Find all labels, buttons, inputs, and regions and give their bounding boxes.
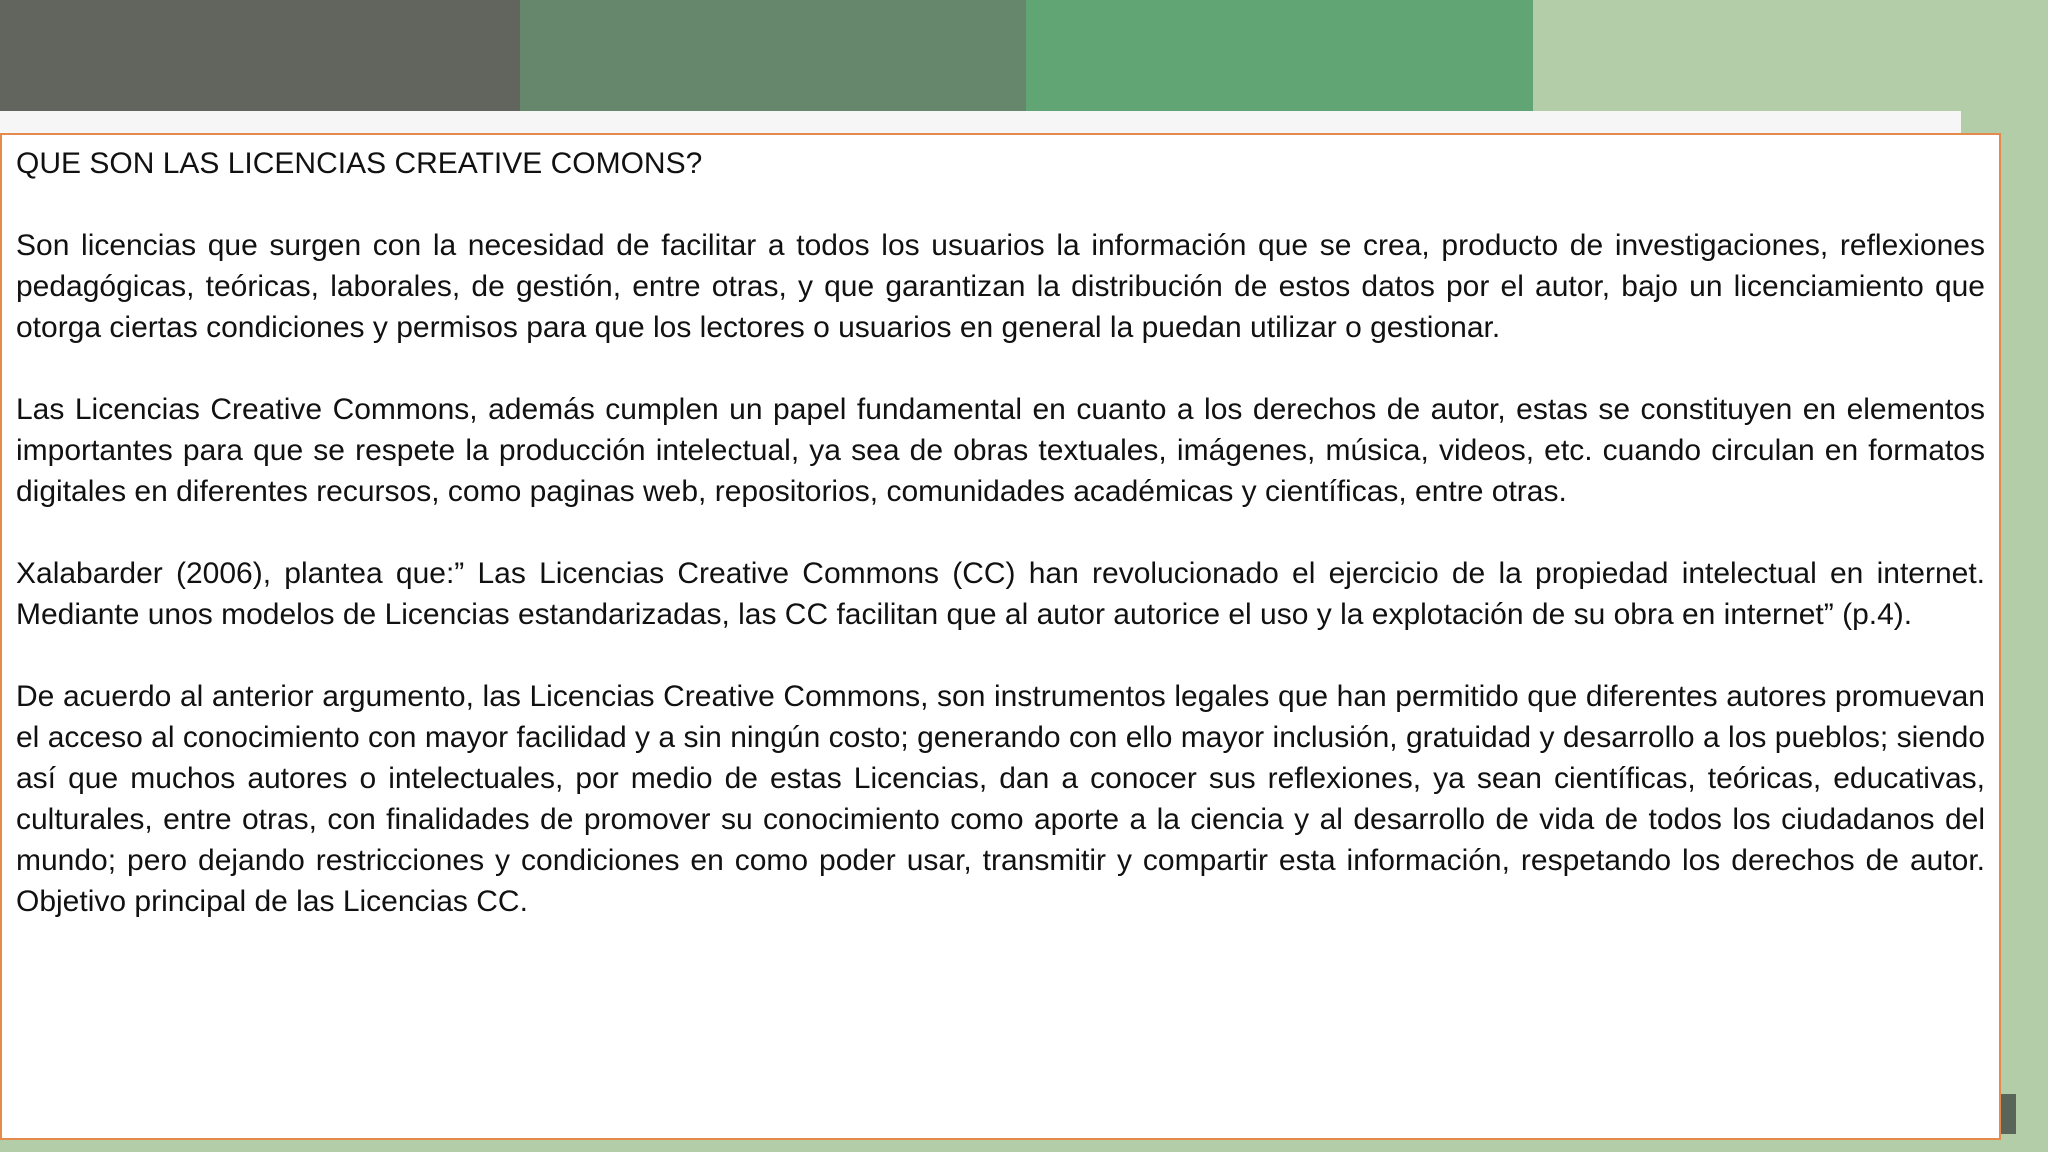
header-strip bbox=[0, 111, 1961, 133]
slide-title: QUE SON LAS LICENCIAS CREATIVE COMONS? bbox=[16, 147, 703, 180]
header-band-green bbox=[1026, 0, 1533, 111]
paragraph-3: Xalabarder (2006), plantea que:” Las Licencias Creative Commons (CC) han revolucionado el ejercicio de la propiedad intelectual en internet. Mediante unos modelos de Licencias estandarizadas, las CC facilitan que al autor autorice el uso y la explotación de su obra en internet” (p.4). bbox=[16, 557, 1985, 631]
header-band-dark bbox=[0, 0, 520, 111]
text-box bbox=[0, 133, 2001, 1140]
header-band-light bbox=[1533, 0, 2048, 111]
paragraph-4: De acuerdo al anterior argumento, las Licencias Creative Commons, son instrumentos legales que han permitido que diferentes autores promuevan el acceso al conocimiento con mayor facilidad y a sin ningún costo; generando con ello mayor inclusión, gratuidad y desarrollo a los pueblos; siendo así que muchos autores o intelectuales, por medio de estas Licencias, dan a conocer sus reflexiones, ya sean científicas, teóricas, educativas, culturales, entre otras, con finalidades de promover su conocimiento como aporte a la ciencia y al desarrollo de vida de todos los ciudadanos del mundo; pero dejando restricciones y condiciones en como poder usar, transmitir y compartir esta información, respetando los derechos de autor. Objetivo principal de las Licencias CC. bbox=[16, 680, 1985, 918]
paragraph-1: Son licencias que surgen con la necesidad de facilitar a todos los usuarios la información que se crea, producto de investigaciones, reflexiones pedagógicas, teóricas, laborales, de gestión, entre otras, y que garantizan la distribución de estos datos por el autor, bajo un licenciamiento que otorga ciertas condiciones y permisos para que los lectores o usuarios en general la puedan utilizar o gestionar. bbox=[16, 229, 1985, 344]
header-band-mid bbox=[520, 0, 1026, 111]
paragraph-2: Las Licencias Creative Commons, además cumplen un papel fundamental en cuanto a los derechos de autor, estas se constituyen en elementos importantes para que se respete la producción intelectual, ya sea de obras textuales, imágenes, música, videos, etc. cuando circulan en formatos digitales en diferentes recursos, como paginas web, repositorios, comunidades académicas y científicas, entre otras. bbox=[16, 393, 1985, 508]
